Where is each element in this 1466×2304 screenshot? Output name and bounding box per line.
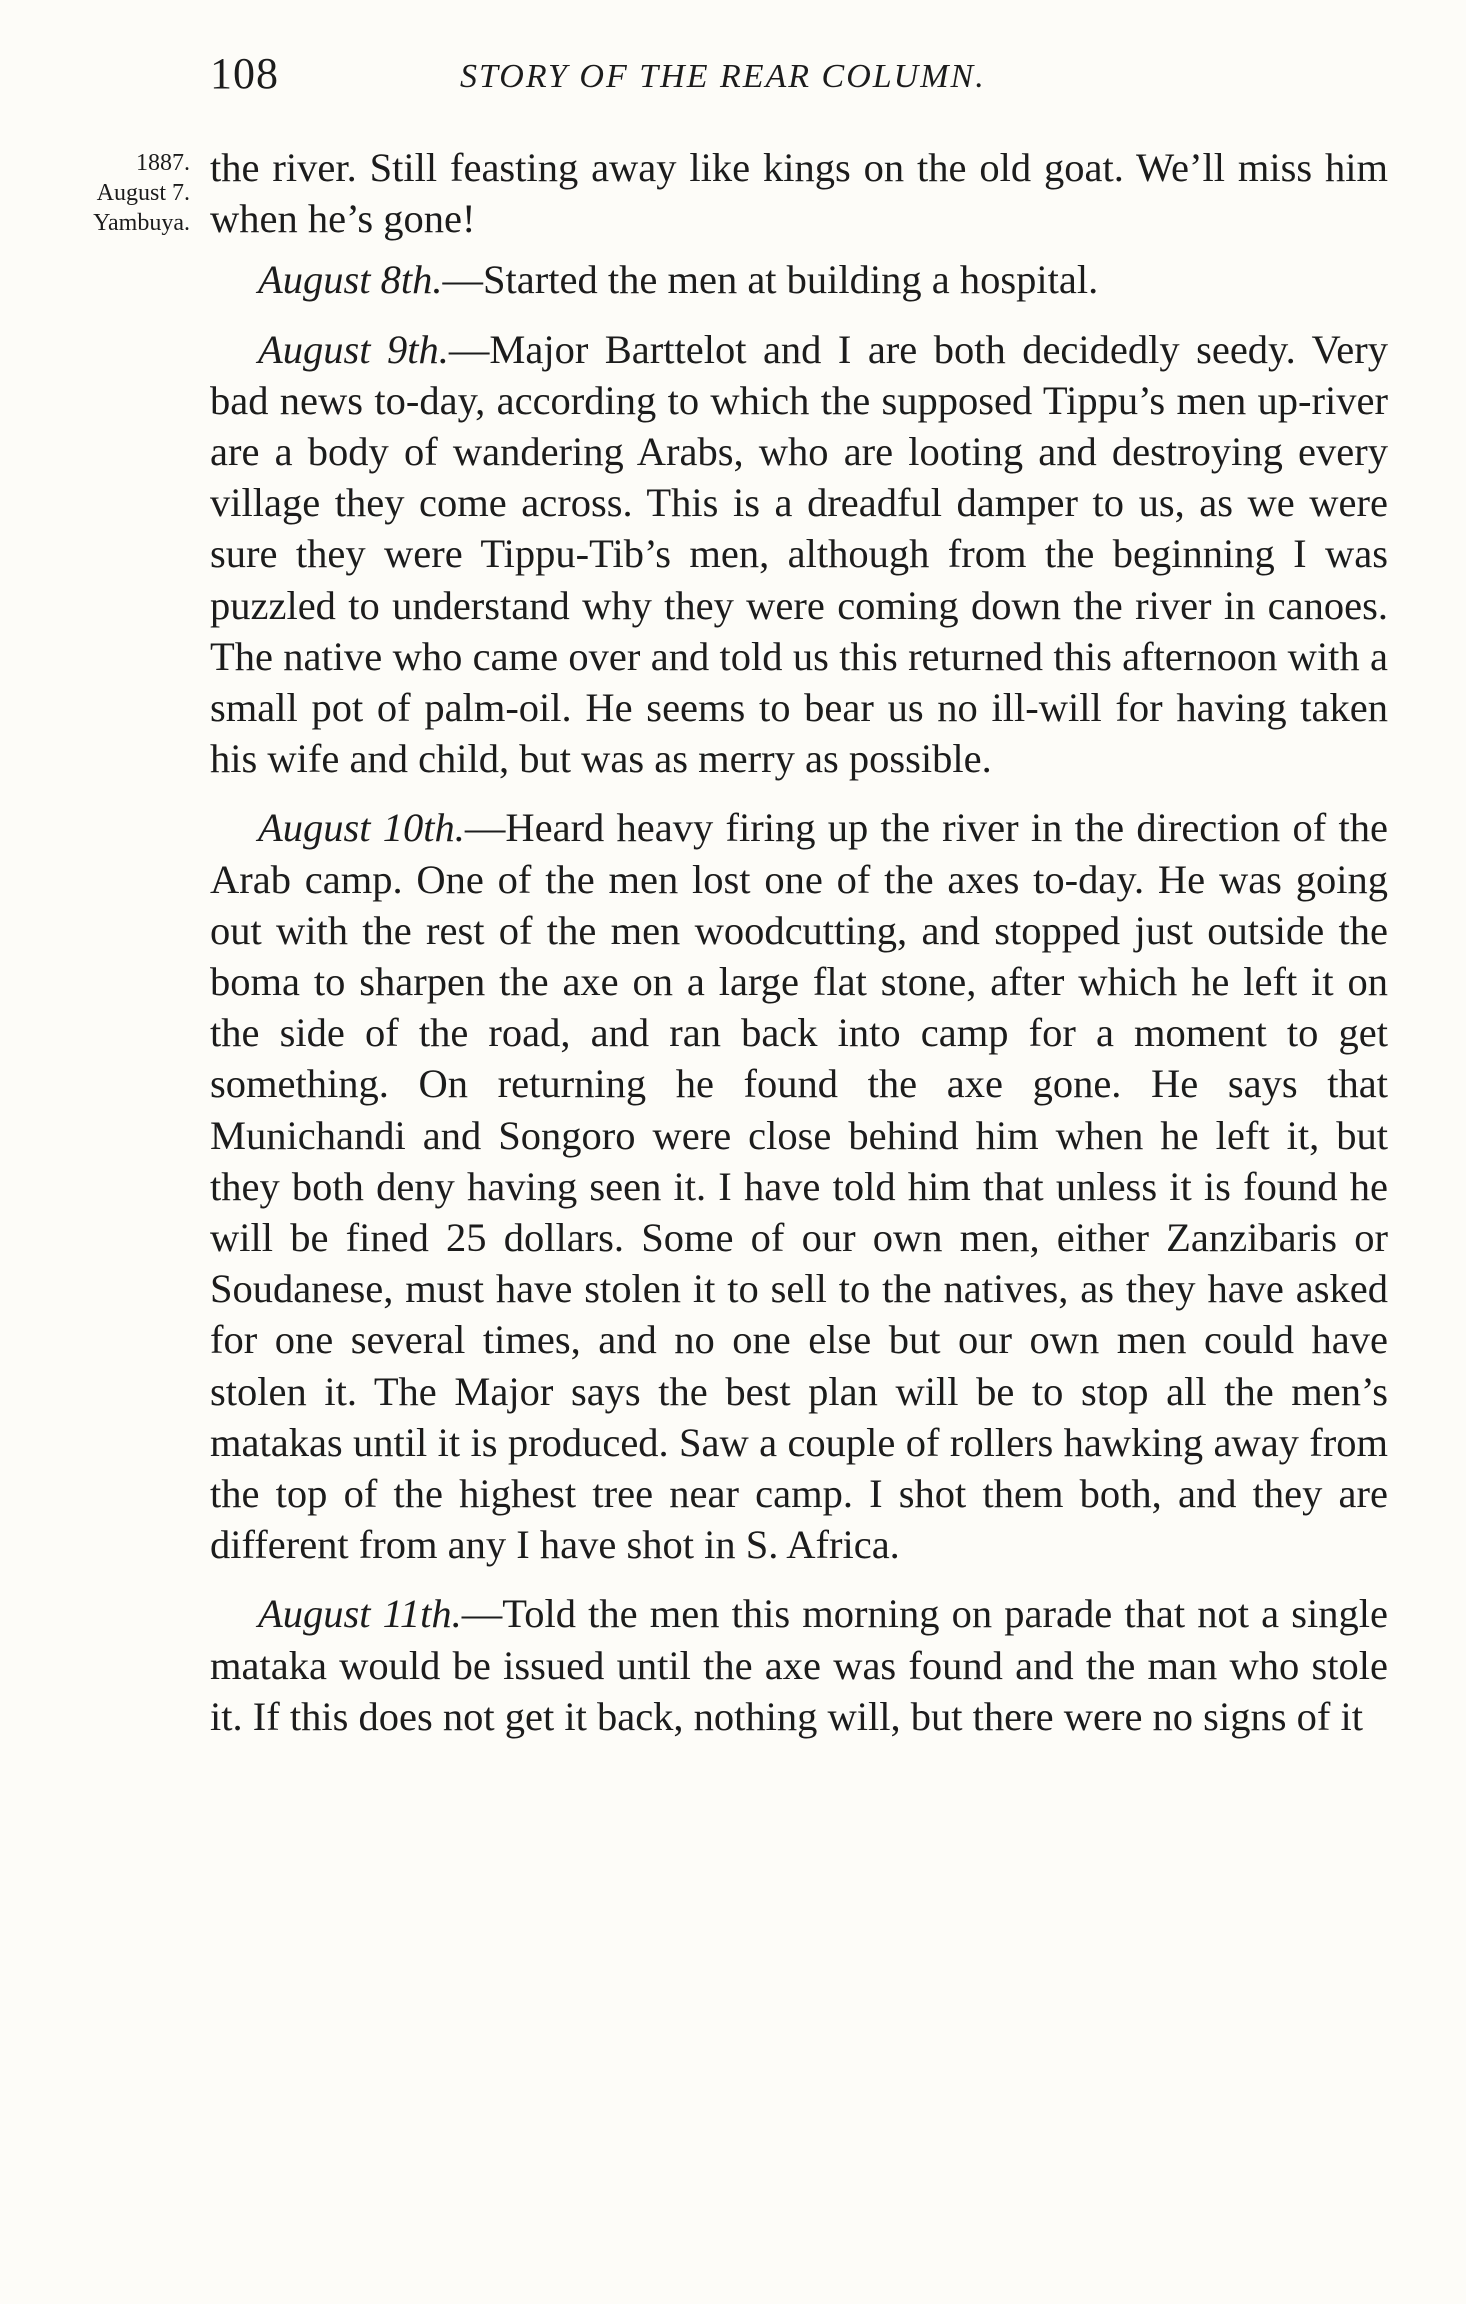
paragraph-text: the river. Still feasting away like kings on the old goat. We’ll miss him when he’s gone! <box>210 145 1388 242</box>
paragraph-text: —Started the men at building a hospital. <box>442 257 1099 303</box>
entry-date: August 11th. <box>258 1591 462 1637</box>
entry-date: August 10th. <box>258 805 465 851</box>
margin-note-place: Yambuya. <box>93 210 190 236</box>
margin-note-year: 1887. <box>136 150 190 176</box>
paragraph-august-9 <box>210 324 1388 785</box>
paragraph-continuation <box>210 142 1388 244</box>
body-text <box>210 142 1388 1760</box>
page-number: 108 <box>210 49 279 98</box>
entry-date: August 8th. <box>258 257 443 303</box>
paragraph-august-10 <box>210 802 1388 1570</box>
paragraph-august-11 <box>210 1588 1388 1742</box>
running-head <box>210 48 1400 108</box>
paragraph-text: —Told the men this morning on parade that not a single mataka would be issued until the axe was found and the man who stole it. If this does not get it back, nothing will, but there were no signs of it <box>210 1591 1388 1739</box>
margin-note <box>40 148 190 238</box>
paragraph-august-8 <box>210 254 1388 305</box>
paragraph-text: —Heard heavy firing up the river in the direction of the Arab camp. One of the men lost one of the axes to-day. He was going out with the rest of the men woodcutting, and stopped just outside the boma to sharpen the axe on a large flat stone, after which he left it on the side of the road, and ran back into camp for a moment to get something. On returning he found the axe gone. He says that Munichandi and Songoro were close behind him when he left it, but they both deny having seen it. I have told him that unless it is found he will be fined 25 dollars. Some of our own men, either Zanzibaris or Soudanese, must have stolen it to sell to the natives, as they have asked for one several times, and no one else but our own men could have stolen it. The Major says the best plan will be to stop all the men’s matakas until it is produced. Saw a couple of rollers hawking away from the top of the highest tree near camp. I shot them both, and they are different from any I have shot in S. Africa. <box>210 805 1388 1568</box>
entry-date: August 9th. <box>258 326 449 372</box>
margin-note-date: August 7. <box>96 180 190 206</box>
running-title: STORY OF THE REAR COLUMN. <box>460 58 986 95</box>
paragraph-text: —Major Barttelot and I are both decidedly seedy. Very bad news to-day, according to which the supposed Tippu’s men up-river are a body of wandering Arabs, who are looting and destroying every village they come across. This is a dreadful damper to us, as we were sure they were Tippu-Tib’s men, although from the beginning I was puzzled to understand why they were coming down the river in canoes. The native who came over and told us this returned this afternoon with a small pot of palm-oil. He seems to bear us no ill-will for having taken his wife and child, but was as merry as possible. <box>210 326 1388 782</box>
